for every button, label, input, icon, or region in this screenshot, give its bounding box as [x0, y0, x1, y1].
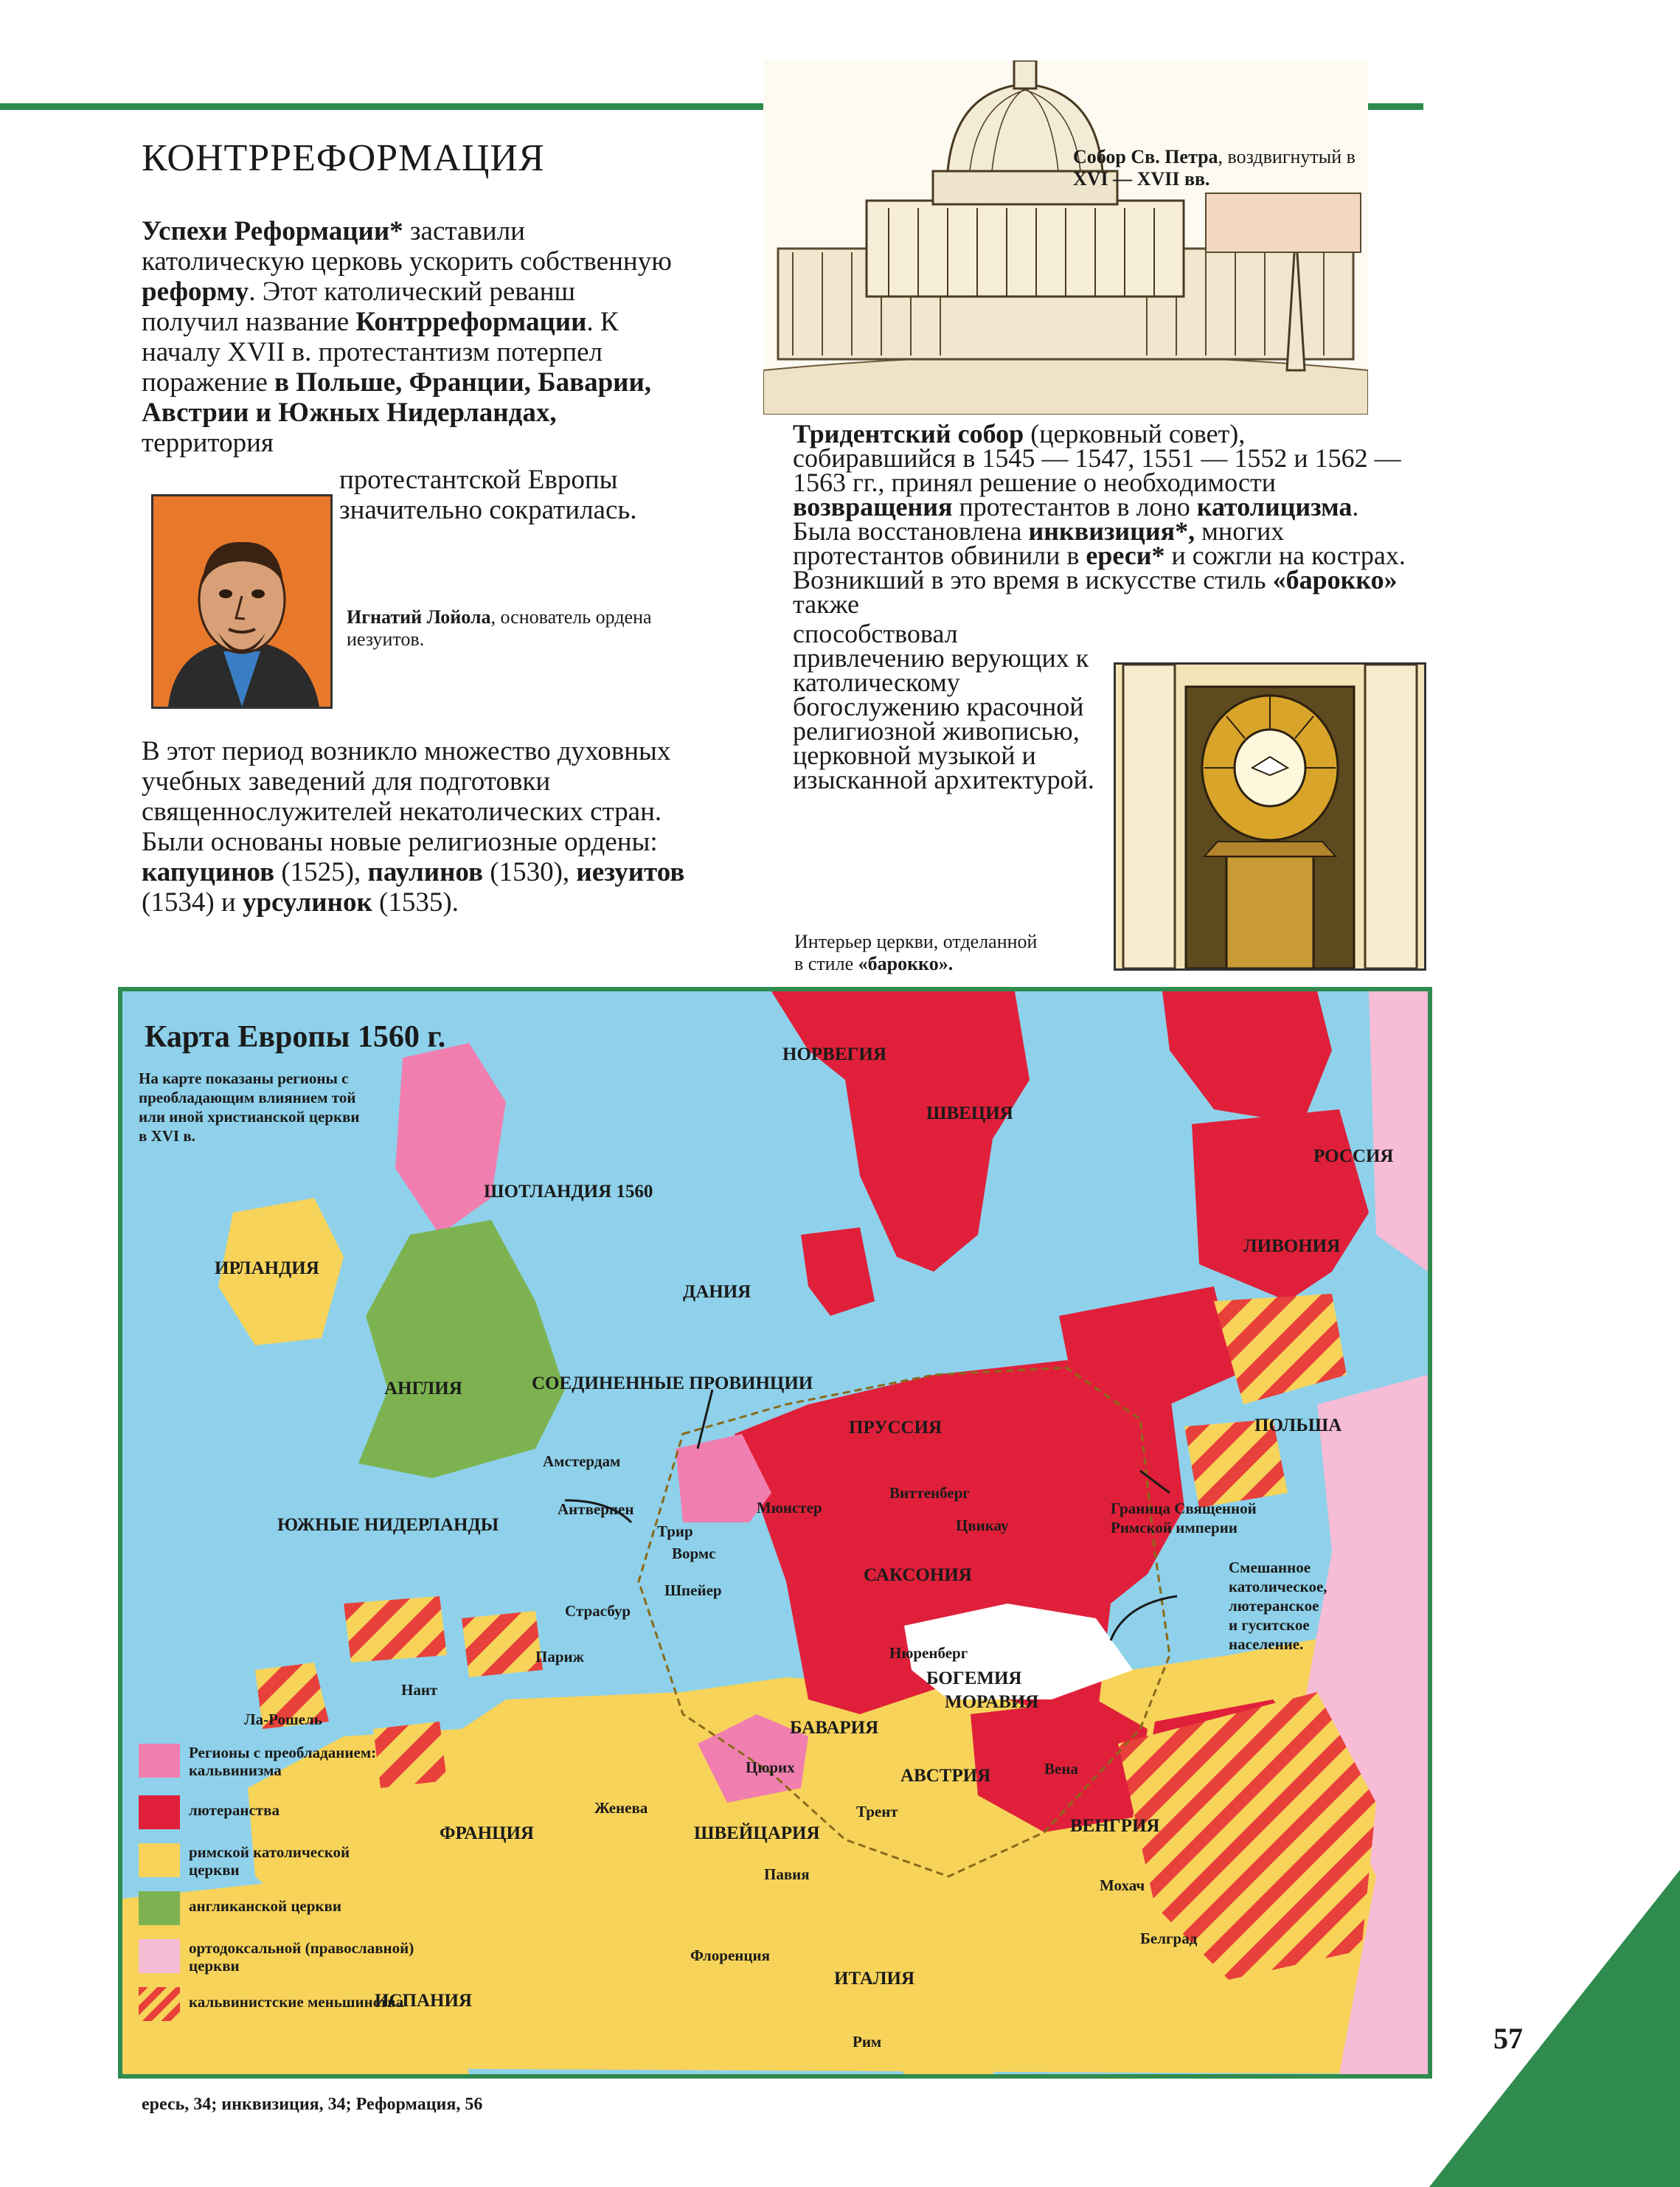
city-florence: Флоренция	[690, 1947, 770, 1964]
label-bavaria: БАВАРИЯ	[790, 1718, 879, 1738]
baroque-caption: Интерьер церкви, отделанной в стиле «барокко».	[794, 931, 1038, 974]
city-antwerp: Антверпен	[558, 1500, 634, 1518]
legend-label-catholic: римской католической церкви	[189, 1843, 350, 1879]
france-calvinist-minority-3	[373, 1722, 447, 1788]
label-bohemia: БОГЕМИЯ	[926, 1668, 1022, 1688]
label-denmark: ДАНИЯ	[683, 1282, 752, 1302]
city-zurich: Цюрих	[746, 1758, 795, 1776]
city-geneva: Женева	[594, 1799, 648, 1817]
label-south-netherlands: ЮЖНЫЕ НИДЕРЛАНДЫ	[277, 1515, 499, 1535]
legend-swatch-catholic	[139, 1843, 180, 1877]
label-prussia: ПРУССИЯ	[849, 1418, 943, 1438]
city-trier: Трир	[657, 1522, 693, 1540]
baroque-interior-illustration	[1114, 662, 1426, 971]
legend-label-calvinist-minority: кальвинистские меньшинства	[189, 1993, 404, 2011]
legend-swatch-lutheranism	[139, 1795, 180, 1829]
label-spain: ИСПАНИЯ	[375, 1991, 472, 2011]
page-title: КОНТРРЕФОРМАЦИЯ	[142, 137, 545, 179]
footer-index: ересь, 34; инквизиция, 34; Реформация, 56	[142, 2095, 483, 2114]
intro-paragraph-tail: протестантской Европы значительно сократилась.	[339, 465, 637, 525]
orders-paragraph: В этот период возникло множество духовных учебных заведений для подготовки священнослужителей некатолических стран. Были основаны новые религиозные ордены: капуцинов (1525), паулинов (1530), иезуитов (1534) и урсулинок (1535).	[142, 736, 685, 918]
city-zwickau: Цвикау	[956, 1517, 1009, 1534]
label-sweden: ШВЕЦИЯ	[926, 1103, 1013, 1123]
city-wittenberg: Виттенберг	[889, 1484, 970, 1502]
label-italy: ИТАЛИЯ	[834, 1969, 915, 1989]
label-france: ФРАНЦИЯ	[440, 1823, 534, 1843]
label-austria: АВСТРИЯ	[900, 1766, 991, 1786]
city-belgrade: Белград	[1140, 1930, 1198, 1947]
city-pavia: Павия	[764, 1865, 810, 1883]
label-saxony: САКСОНИЯ	[864, 1565, 972, 1585]
label-hungary: ВЕНГРИЯ	[1070, 1816, 1160, 1836]
legend-swatch-calvinism	[139, 1744, 180, 1778]
city-la-rochelle: Ла-Рошель	[244, 1711, 322, 1728]
trent-paragraph-tail: способствовал привлечению верующих к католическому богослужению красочной религиозной живописью, церковной музыкой и изысканной архитектурой.	[793, 619, 1094, 794]
europe-1560-map	[118, 987, 1432, 2079]
city-paris: Париж	[535, 1648, 584, 1666]
map-title: Карта Европы 1560 г.	[145, 1020, 446, 1054]
city-munster: Мюнстер	[757, 1499, 822, 1517]
city-strasbourg: Страсбур	[565, 1602, 631, 1620]
city-mohacs: Мохач	[1100, 1876, 1145, 1894]
city-trento: Трент	[856, 1803, 898, 1820]
label-hre-border: Граница Священной Римской империи	[1111, 1500, 1257, 1536]
label-ireland: ИРЛАНДИЯ	[215, 1258, 319, 1278]
legend-label-calvinism: Регионы с преобладанием: кальвинизма	[189, 1744, 377, 1779]
intro-paragraph: Успехи Реформации* заставили католическую церковь ускорить собственную реформу. Этот католический реванш получил название Контрреформации. К началу XVII в. протестантизм потерпел поражение в Польше, Франции, Баварии, Австрии и Южных Нидерландах, территория	[142, 216, 672, 458]
city-nuremberg: Нюренберг	[889, 1644, 968, 1662]
map-note: На карте показаны регионы с преобладающим влиянием той или иной христианской церкви в XVI в.	[139, 1070, 360, 1145]
portrait-caption: Игнатий Лойола, основатель ордена иезуитов.	[347, 606, 652, 650]
label-mixed-population: Смешанное католическое, лютеранское и гуситское население.	[1229, 1559, 1327, 1653]
trent-paragraph: Тридентский собор (церковный совет), собиравшийся в 1545 — 1547, 1551 — 1552 и 1562 — 1563 гг., принял решение о необходимости возвращения протестантов в лоно католицизма. Была восстановлена инквизиция*, многих протестантов обвинили в ереси* и сожгли на кострах. Возникший в это время в искусстве стиль «барокко» также	[793, 419, 1406, 619]
legend-label-lutheranism: лютеранства	[189, 1801, 280, 1819]
loyola-portrait	[151, 494, 333, 709]
label-livonia: ЛИВОНИЯ	[1243, 1236, 1341, 1256]
label-scotland: ШОТЛАНДИЯ 1560	[484, 1182, 653, 1202]
legend-swatch-anglican	[139, 1891, 180, 1925]
label-united-provinces: СОЕДИНЕННЫЕ ПРОВИНЦИИ	[532, 1373, 813, 1393]
city-rome: Рим	[853, 2033, 882, 2051]
legend-swatch-orthodox	[139, 1939, 180, 1973]
label-moravia: МОРАВИЯ	[945, 1692, 1039, 1712]
legend-swatch-calvinist-minority	[139, 1987, 180, 2021]
legend-label-anglican: англиканской церкви	[189, 1897, 341, 1915]
label-switzerland: ШВЕЙЦАРИЯ	[694, 1823, 820, 1843]
label-poland: ПОЛЬША	[1254, 1415, 1342, 1435]
page-corner	[1429, 1870, 1680, 2187]
label-england: АНГЛИЯ	[384, 1379, 462, 1398]
legend-label-orthodox: ортодоксальной (православной) церкви	[189, 1939, 414, 1975]
page-number: 57	[1493, 2022, 1523, 2055]
basilica-caption: Собор Св. Петра, воздвигнутый в XVI — XVII вв.	[1073, 146, 1356, 190]
france-calvinist-minority	[344, 1596, 447, 1663]
city-amsterdam: Амстердам	[543, 1452, 621, 1470]
label-russia: РОССИЯ	[1313, 1146, 1394, 1166]
france-calvinist-minority-2	[462, 1611, 543, 1677]
city-speyer: Шпейер	[664, 1581, 722, 1599]
label-norway: НОРВЕГИЯ	[782, 1044, 886, 1064]
st-peters-basilica-illustration	[763, 60, 1368, 415]
city-vienna: Вена	[1044, 1760, 1078, 1778]
orthodox-region-north	[1369, 991, 1428, 1272]
city-worms: Вормс	[672, 1545, 716, 1562]
city-nantes: Нант	[401, 1681, 438, 1699]
